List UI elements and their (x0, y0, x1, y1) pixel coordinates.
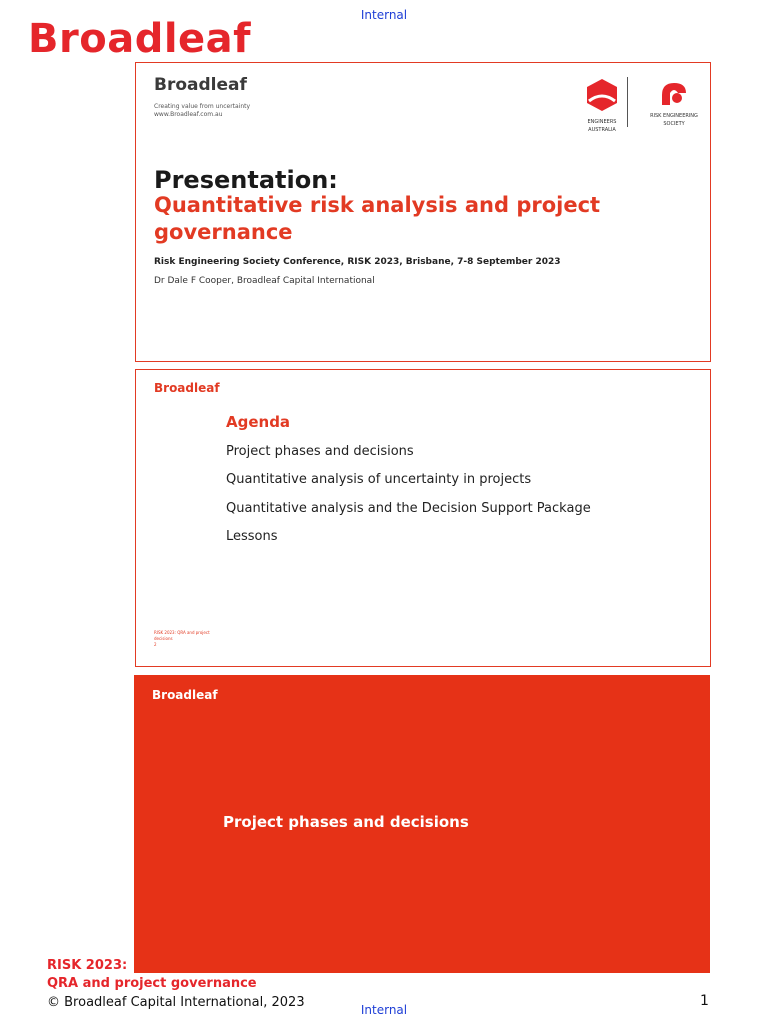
slide2-footer (154, 630, 210, 648)
page-number: 1 (700, 993, 709, 1009)
slide1-author: Dr Dale F Cooper, Broadleaf Capital International (154, 276, 375, 286)
ea-caption-1: ENGINEERS (587, 119, 617, 125)
slide1-title: Presentation: (154, 166, 338, 194)
slide2-slide-number: 2 (154, 642, 157, 647)
footer-copyright: © Broadleaf Capital International, 2023 (47, 995, 305, 1010)
slide-agenda (135, 369, 711, 667)
res-caption-1: RISK ENGINEERING (650, 113, 698, 119)
slide1-tagline-block (154, 103, 250, 119)
slide3-brand: Broadleaf (152, 688, 218, 702)
slide1-website: www.Broadleaf.com.au (154, 111, 223, 118)
logo-separator (627, 77, 628, 127)
risk-engineering-society-logo (644, 81, 704, 127)
slide-title (135, 62, 711, 362)
agenda-item: Quantitative analysis and the Decision Support Package (226, 501, 591, 516)
ea-caption-2: AUSTRALIA (588, 127, 616, 133)
slide1-tagline: Creating value from uncertainty (154, 103, 251, 110)
brand-logo-text: Broadleaf (28, 16, 252, 62)
classification-label-top: Internal (360, 8, 408, 22)
slide1-conference: Risk Engineering Society Conference, RISK 2023, Brisbane, 7-8 September 2023 (154, 257, 561, 267)
agenda-item: Project phases and decisions (226, 444, 414, 459)
footer-title-line: QRA and project governance (47, 976, 257, 991)
engineers-australia-icon (585, 77, 619, 113)
agenda-heading: Agenda (226, 413, 291, 431)
slide2-footer-line: decisions (154, 636, 173, 641)
res-caption-2: SOCIETY (663, 121, 685, 127)
engineers-australia-logo (572, 77, 632, 133)
risk-engineering-society-icon (660, 81, 688, 107)
agenda-item: Lessons (226, 529, 278, 544)
slide2-footer-line: RISK 2023: QRA and project (154, 630, 210, 635)
slide1-brand: Broadleaf (154, 75, 247, 95)
slide1-subtitle: Quantitative risk analysis and project governance (154, 193, 601, 244)
agenda-item: Quantitative analysis of uncertainty in projects (226, 472, 532, 487)
slide3-title: Project phases and decisions (223, 813, 469, 831)
slide-section (134, 675, 710, 973)
classification-label-bottom: Internal (360, 1003, 408, 1017)
slide2-brand: Broadleaf (154, 381, 220, 395)
footer-event-line: RISK 2023: (47, 958, 128, 973)
